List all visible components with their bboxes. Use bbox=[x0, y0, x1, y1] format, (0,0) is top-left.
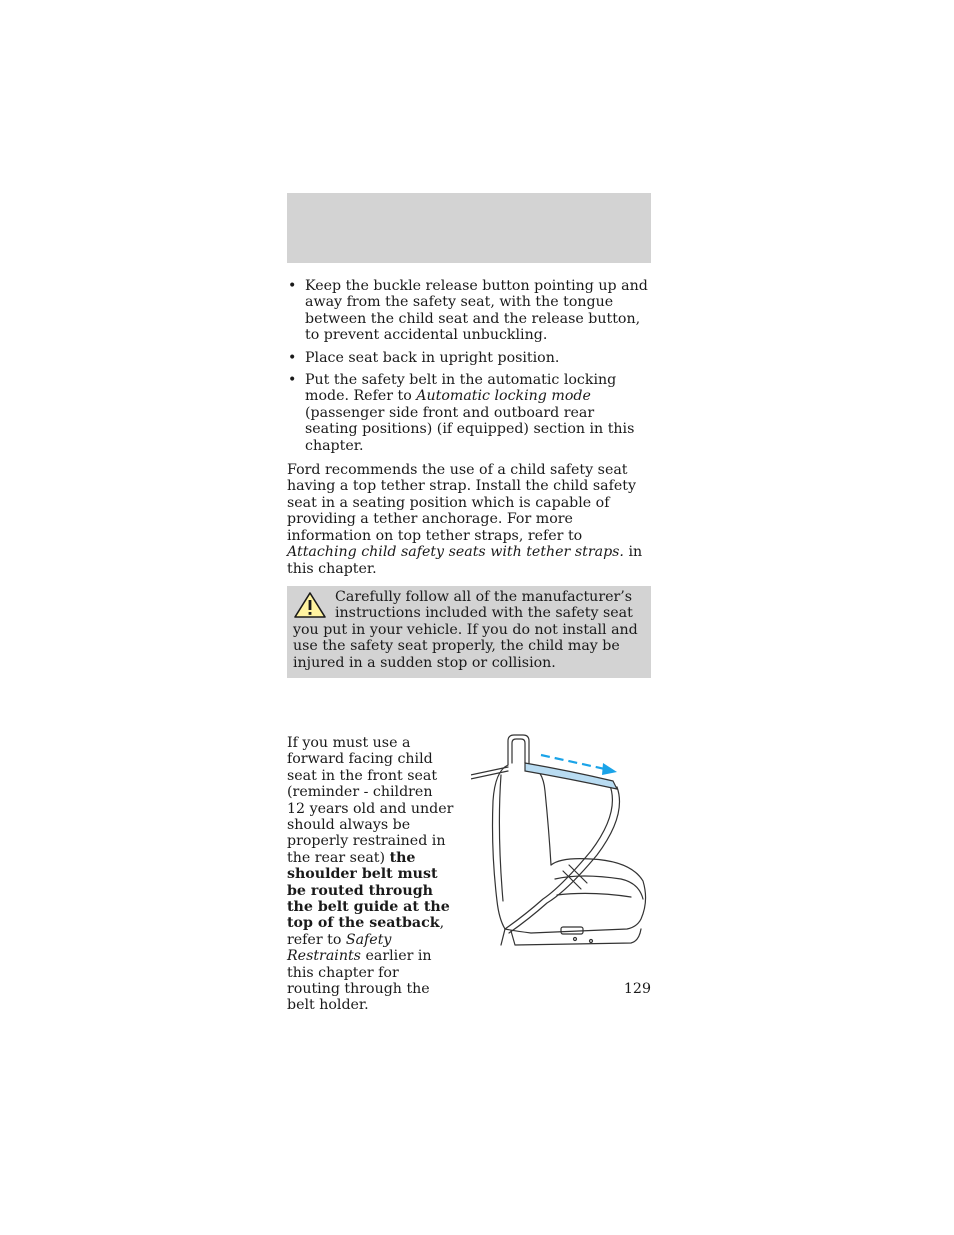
warning-text: Carefully follow all of the manufacturer’s instructions included with the safety seat you put in your vehicle. If you do not install and use the safety seat properly, the child may be injured in a sudden stop or collision. bbox=[293, 588, 638, 671]
bullet-list bbox=[287, 278, 651, 454]
tether-paragraph: Ford recommends the use of a child safety seat having a top tether strap. Install the child safety seat in a seating position which is capable of providing a tether anchorage. For more information on top tether straps, refer to Attaching child safety seats with tether straps. in this chapter. bbox=[287, 462, 643, 577]
list-item: • Keep the buckle release button pointing up and away from the safety seat, with the tongue between the child seat and the release button, to prevent accidental unbuckling. bbox=[288, 278, 648, 344]
header-band bbox=[287, 193, 651, 263]
figure-section bbox=[287, 734, 651, 1014]
seat-belt-illustration bbox=[471, 731, 655, 953]
figure-caption: If you must use a forward facing child seat in the front seat (reminder - children 12 years old and under should always be properly restrained in the rear seat) the shoulder belt must be routed through the belt guide at the top of the seatback, refer to Safety Restraints earlier in this chapter for routing through the belt holder. bbox=[287, 734, 454, 1014]
list-item: • Put the safety belt in the automatic locking mode. Refer to Automatic locking mode (passenger side front and outboard rear seating positions) (if equipped) section in this chapter. bbox=[288, 372, 635, 454]
warning-box bbox=[287, 586, 651, 678]
reference-link-text: Automatic locking mode bbox=[416, 388, 591, 405]
list-item: • Place seat back in upright position. bbox=[288, 349, 560, 366]
page-number: 129 bbox=[623, 981, 651, 997]
page-content bbox=[287, 193, 651, 1014]
reference-link-text: Attaching child safety seats with tether straps. bbox=[287, 544, 624, 561]
warning-triangle-icon bbox=[293, 591, 327, 619]
